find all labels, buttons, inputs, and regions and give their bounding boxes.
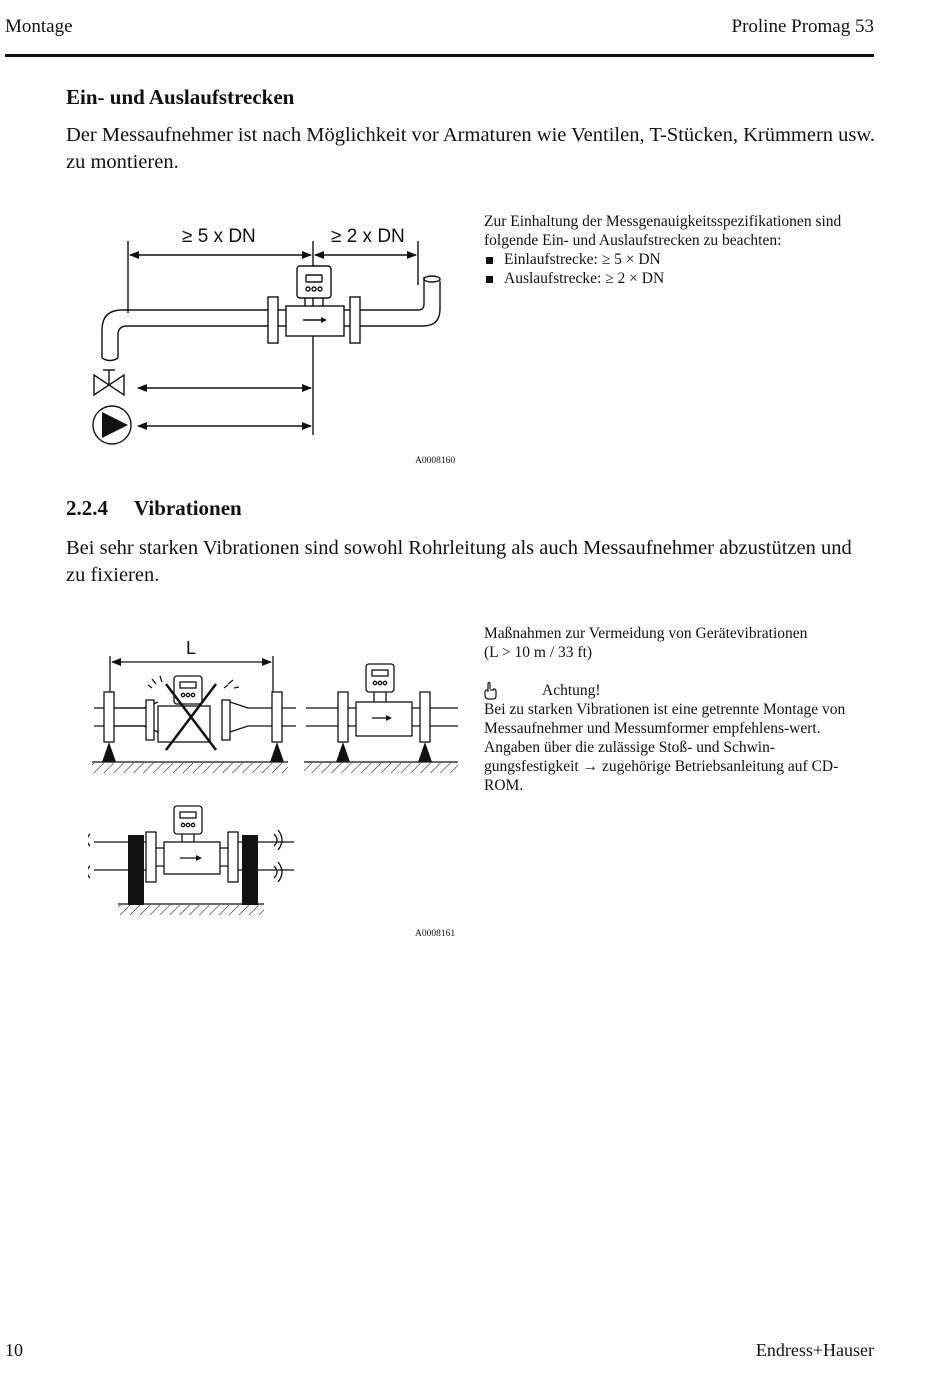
caution-text: Bei zu starken Vibrationen ist eine getrennte Montage von Messaufnehmer und Messumformer empfehlens-wert. Angaben über die zulässige Stoß- und Schwin-gungsfestigkeit → zugehörige Betriebsanleitung auf CD-ROM.	[484, 701, 846, 794]
inlet-description-text: Zur Einhaltung der Messgenauigkeitsspezifikationen sind folgende Ein- und Auslaufstrecken zu beachten:	[484, 213, 842, 249]
footer-brand: Endress+Hauser	[755, 1340, 874, 1360]
section-title: Vibrationen	[134, 496, 242, 520]
bullet-outlet	[484, 269, 884, 288]
bullet-inlet-text: Einlaufstrecke: ≥ 5 × DN	[504, 251, 661, 268]
vibration-description-line2: (L > 10 m / 33 ft)	[484, 644, 593, 661]
section-number: 2.2.4	[66, 496, 108, 520]
section-body-inlet: Der Messaufnehmer ist nach Möglichkeit vor Armaturen wie Ventilen, T-Stücken, Krümmern usw. zu montieren.	[66, 124, 876, 173]
caution-row	[484, 681, 864, 700]
dim-label-length: L	[186, 638, 197, 658]
vibration-description	[484, 624, 864, 795]
vibration-description-line1: Maßnahmen zur Vermeidung von Gerätevibrationen	[484, 625, 808, 642]
inlet-outlet-diagram	[78, 205, 458, 450]
page-header-product: Proline Promag 53	[731, 16, 874, 37]
header-rule	[5, 54, 874, 57]
footer-page-number: 10	[5, 1340, 23, 1360]
section-heading-vibration	[66, 496, 242, 521]
dim-label-inlet: ≥ 5 x DN	[182, 226, 256, 247]
page-header-section: Montage	[5, 16, 73, 37]
pointing-hand-icon	[484, 682, 498, 700]
bullet-inlet	[484, 250, 884, 269]
dim-label-outlet: ≥ 2 x DN	[331, 226, 405, 247]
bullet-square-icon	[486, 276, 493, 283]
section-heading-inlet: Ein- und Auslaufstrecken	[66, 85, 295, 109]
caution-label: Achtung!	[542, 682, 601, 699]
figure-code-vibration: A0008161	[415, 929, 456, 939]
bullet-outlet-text: Auslaufstrecke: ≥ 2 × DN	[504, 270, 665, 287]
bullet-square-icon	[486, 257, 493, 264]
section-body-vibration: Bei sehr starken Vibrationen sind sowohl Rohrleitung als auch Messaufnehmer abzustützen und zu fixieren.	[66, 537, 852, 586]
inlet-description	[484, 212, 884, 288]
figure-code-inlet: A0008160	[415, 456, 456, 466]
vibration-diagram	[88, 630, 468, 920]
